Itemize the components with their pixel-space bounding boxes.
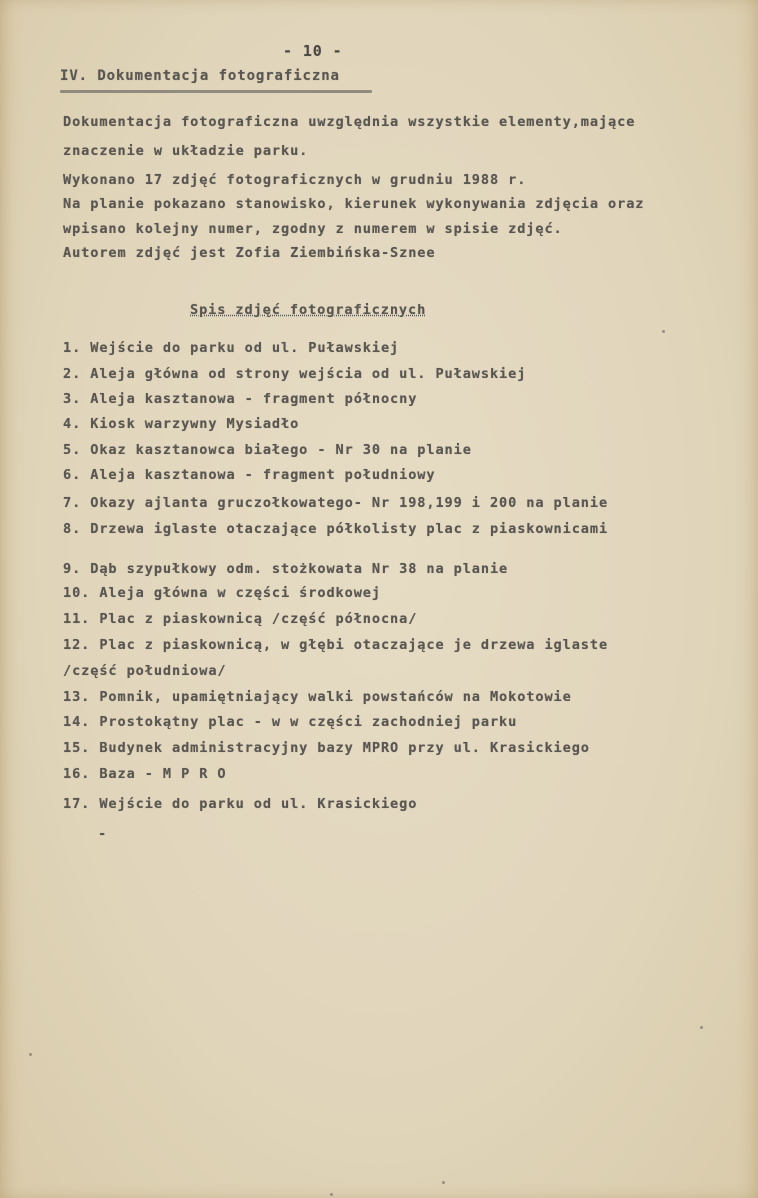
photo-list-item: 7. Okazy ajlanta gruczołkowatego- Nr 198,199 i 200 na planie	[63, 495, 609, 511]
intro-line: Dokumentacja fotograficzna uwzględnia wszystkie elementy,mające	[63, 114, 636, 130]
paper-speck	[330, 1193, 333, 1196]
intro-line: wpisano kolejny numer, zgodny z numerem w spisie zdjęć.	[63, 221, 563, 237]
photo-list-item: 1. Wejście do parku od ul. Puławskiej	[63, 340, 400, 356]
photo-list-item: 11. Plac z piaskownicą /część północna/	[63, 611, 418, 627]
photo-list-item: 10. Aleja główna w części środkowej	[63, 585, 381, 601]
section-title: IV. Dokumentacja fotograficzna	[60, 68, 340, 84]
intro-line: Autorem zdjęć jest Zofia Ziembińska-Sznee	[63, 245, 436, 261]
photo-list-item: 3. Aleja kasztanowa - fragment północny	[63, 391, 418, 407]
paper-speck	[29, 1053, 32, 1056]
photo-list-item: 6. Aleja kasztanowa - fragment południowy	[63, 467, 436, 483]
photo-list-title: Spis zdjęć fotograficznych	[190, 302, 427, 318]
intro-line: Wykonano 17 zdjęć fotograficznych w grudniu 1988 r.	[63, 172, 527, 188]
paper-speck	[442, 1181, 445, 1184]
photo-list-item-continuation: /część południowa/	[63, 663, 227, 679]
section-title-underline	[60, 90, 372, 93]
photo-list-item: 12. Plac z piaskownicą, w głębi otaczające je drzewa iglaste	[63, 637, 609, 653]
photo-list-item: 2. Aleja główna od strony wejścia od ul. Puławskiej	[63, 366, 527, 382]
trailing-mark: -	[98, 826, 108, 842]
paper-speck	[662, 330, 665, 333]
photo-list-item: 17. Wejście do parku od ul. Krasickiego	[63, 796, 418, 812]
photo-list-item: 5. Okaz kasztanowca białego - Nr 30 na planie	[63, 442, 472, 458]
photo-list-item: 9. Dąb szypułkowy odm. stożkowata Nr 38 na planie	[63, 561, 509, 577]
intro-line: Na planie pokazano stanowisko, kierunek wykonywania zdjęcia oraz	[63, 196, 645, 212]
photo-list-item: 16. Baza - M P R O	[63, 766, 227, 782]
photo-list-item: 14. Prostokątny plac - w w części zachodniej parku	[63, 714, 518, 730]
photo-list-item: 4. Kiosk warzywny Mysiadło	[63, 416, 300, 432]
photo-list-item: 8. Drzewa iglaste otaczające półkolisty plac z piaskownicami	[63, 521, 609, 537]
intro-line: znaczenie w układzie parku.	[63, 143, 309, 159]
photo-list-item: 13. Pomnik, upamiętniający walki powstańców na Mokotowie	[63, 689, 572, 705]
page-number: - 10 -	[283, 42, 343, 60]
paper-speck	[700, 1026, 703, 1029]
photo-list-item: 15. Budynek administracyjny bazy MPRO przy ul. Krasickiego	[63, 740, 590, 756]
